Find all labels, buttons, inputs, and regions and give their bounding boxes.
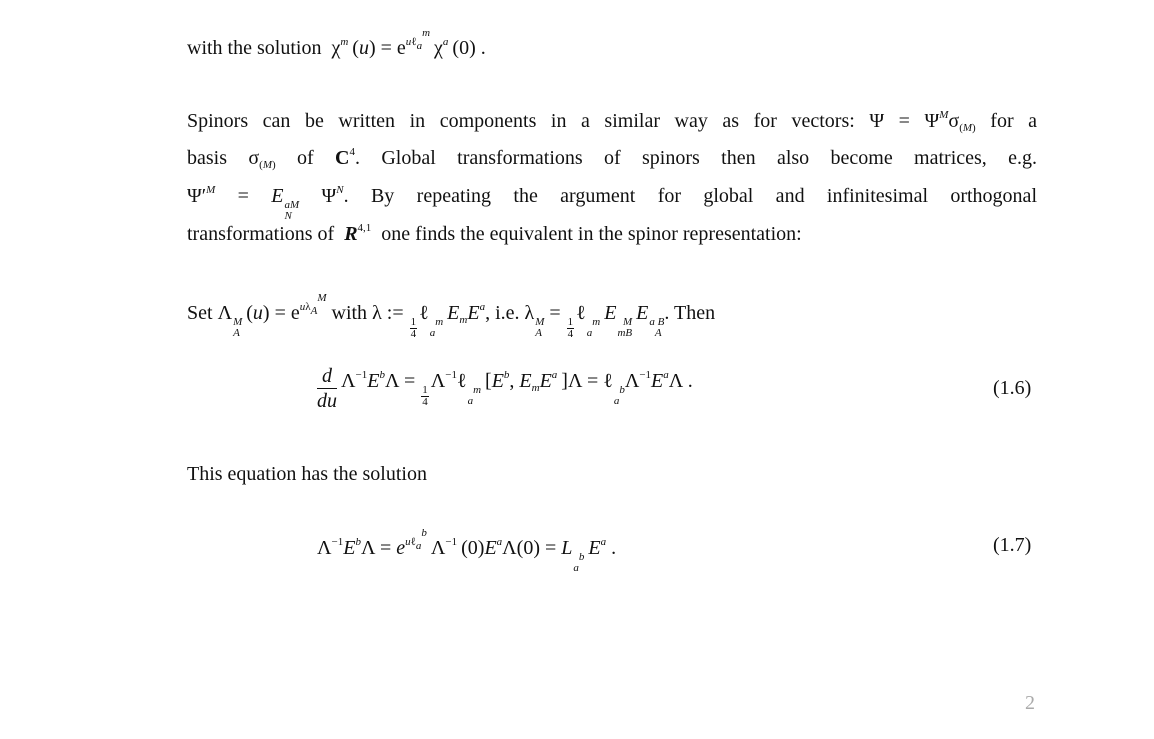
spinor-text-2c: . Global transformations of spinors then also become matrices, e.g. [355,147,1038,169]
lambda-definition-formula: Λ M A $(u) = e^{u\lambda_A^M}$ [217,292,327,339]
equation-1-6: $\frac{d}{du}$ $\Lambda^{-1}E^b\Lambda$ = $\frac{1}{4}$ $\Lambda^{-1}\ell$ m a [$E^b$, $E_mE^a$ ]Λ = ℓ b a $\Lambda^{-1}E^a\Lambda$ . [317,365,693,412]
spinor-components-formula: $\Psi = \Psi^M\sigma_{(M)}$ [869,109,976,134]
basis-sigma-formula: $\sigma_{(M)}$ [248,147,276,171]
spinor-paragraph-line-2 [187,146,1037,170]
c4-formula: $C^4$. Global transformations of spinors then also become matrices, e.g. [335,146,1038,169]
page-number: 2 [1025,692,1035,714]
set-word: Set [187,302,213,324]
global-transform-formula: $\Psi'^M = E$ aM N $\Psi^N$. By repeating the argument for global and infinitesimal orthogonal [187,184,1037,222]
equation-1-7-label: (1.7) [993,534,1032,556]
solution-line [187,27,486,60]
lambda-components-formula: λ M A = $\frac{1}{4}$ ℓ m a E M mB E a B A [524,302,665,340]
spinor-paragraph-line-4 [187,222,802,246]
solution-formula: $\chi^m$ $(u) = e^{u\ell_a^m}$ $\chi^a$ (0) . [326,27,486,59]
equation-1-6-label: (1.6) [993,377,1032,399]
spinor-text-2a: basis [187,147,227,169]
solution-sentence: This equation has the solution [187,463,427,485]
spinor-text-1: Spinors can be written in components in a similar way as for vectors: [187,110,855,132]
spinor-text-3: . By repeating the argument for global and infinitesimal orthogonal [343,185,1037,207]
spinor-paragraph-line-3 [187,184,1037,222]
spinor-text-4b: one finds the equivalent in the spinor representation: [381,223,802,245]
then-text: . Then [664,302,716,324]
spinor-paragraph-line-1 [187,109,1037,133]
ie-text: , i.e. [485,302,520,324]
solution-line-text: with the solution [187,37,322,59]
spinor-text-1-tail: for a [990,110,1038,132]
with-word: with [331,302,368,324]
r41-formula: R$^{4,1}$ [344,222,372,245]
spinor-text-2b: of [297,147,314,169]
spinor-text-4a: transformations of [187,223,335,245]
derivative-fraction: $\frac{d}{du}$ [317,365,337,412]
set-lambda-line [187,292,716,340]
equation-1-7: $\Lambda^{-1}E^b\Lambda = e^{u\ell_a^b}$ $\Lambda^{-1}$ $(0)E^a\Lambda(0) = L$ b a $E^a$ . [317,527,617,574]
lambda-generator-formula: λ := $\frac{1}{4}$ ℓ m a $E_mE^a$ [372,301,486,340]
